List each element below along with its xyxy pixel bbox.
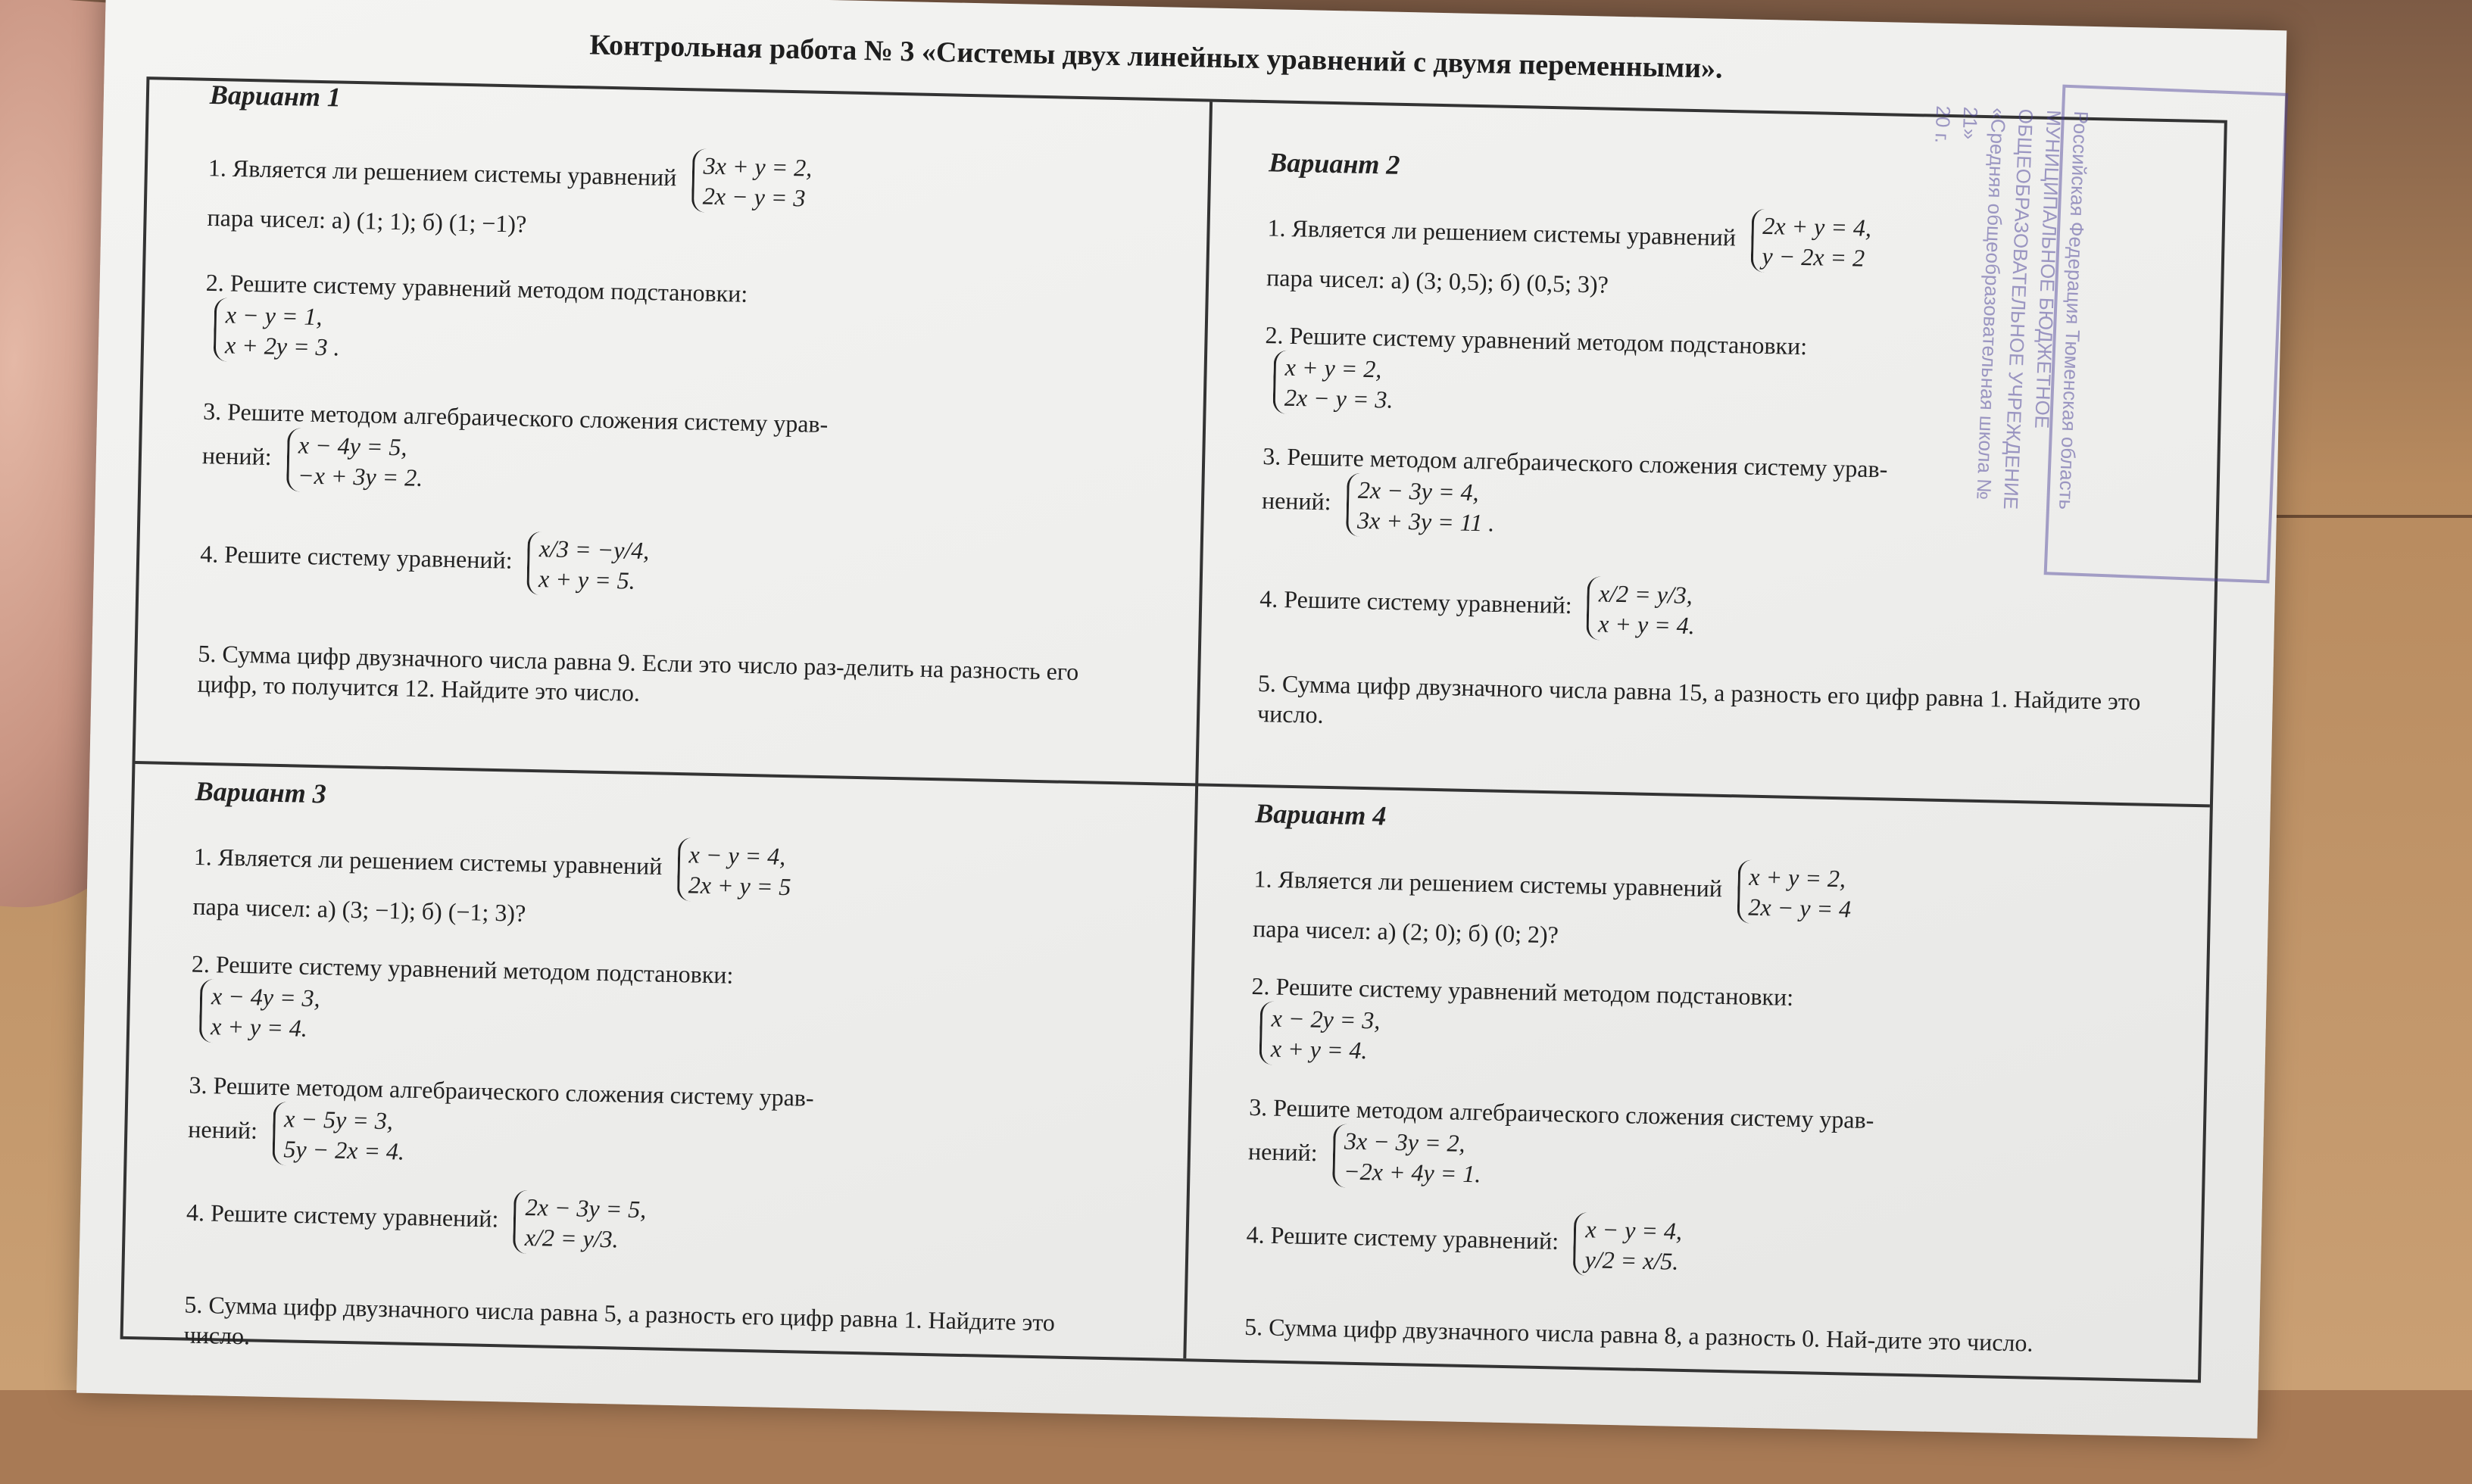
equation: x + y = 5.	[538, 565, 636, 594]
task-text: 1. Является ли решением системы уравнений	[208, 154, 677, 192]
task-5: 5. Сумма цифр двузначного числа равна 8, а разность 0. Най-дите это число.	[1244, 1312, 2033, 1357]
task-3	[201, 396, 1142, 510]
equation-system	[1332, 1124, 1482, 1190]
task-4	[1259, 569, 2199, 653]
equation: x/2 = y/3.	[524, 1223, 620, 1253]
task-2	[1250, 971, 2190, 1084]
task-text: 4. Решите систему уравнений:	[186, 1198, 499, 1233]
equation: y − 2x = 2	[1762, 242, 1865, 272]
equation: y/2 = x/5.	[1584, 1246, 1679, 1275]
task-2	[204, 267, 1145, 381]
task-3	[187, 1070, 1128, 1183]
equation-system	[1272, 350, 1394, 416]
variant-title: Вариант 4	[1255, 798, 1387, 831]
task-text: 4. Решите систему уравнений:	[1246, 1221, 1559, 1255]
task-text: 3. Решите методом алгебраического сложения систему урав-	[202, 397, 829, 438]
task-5: 5. Сумма цифр двузначного числа равна 15, а разность его цифр равна 1. Найдите это число.	[1256, 669, 2141, 728]
equation: x + y = 4.	[1270, 1034, 1368, 1065]
equation-system	[1259, 1001, 1380, 1067]
stamp-line: «Средняя общеобразовательная школа № 21»	[1959, 106, 2011, 500]
equation: x + y = 2,	[1748, 862, 1846, 893]
equation: x − 5y = 3,	[283, 1105, 394, 1135]
variant-3	[182, 775, 1172, 1461]
task-1	[207, 139, 1147, 252]
stamp-line: МУНИЦИПАЛЬНОЕ БЮДЖЕТНОЕ	[2030, 109, 2065, 429]
equation: 2x + y = 5	[688, 871, 791, 901]
equation: x/2 = y/3,	[1598, 579, 1693, 610]
equation: 3x + 3y = 11 .	[1356, 506, 1495, 537]
equation: x − 4y = 3,	[211, 982, 321, 1012]
equation-system	[527, 532, 650, 597]
variant-4	[1241, 797, 2232, 1483]
equation: 2x + y = 4,	[1762, 211, 1872, 242]
equation: 2x − y = 3	[702, 182, 806, 212]
number-pairs: пара чисел: а) (3; −1); б) (−1; 3)?	[192, 892, 526, 927]
task-2	[190, 949, 1131, 1062]
task-text: 2. Решите систему уравнений методом подстановки:	[1251, 971, 1794, 1011]
equation-system	[691, 148, 812, 214]
equation: x − 2y = 3,	[1271, 1004, 1381, 1034]
test-sheet	[76, 0, 2286, 1439]
equation-system	[513, 1190, 646, 1257]
equation-system	[1573, 1212, 1682, 1278]
grid-vertical-divider	[1183, 102, 1213, 1359]
task-text: 2. Решите систему уравнений методом подстановки:	[205, 268, 748, 307]
number-pairs: пара чисел: а) (3; 0,5); б) (0,5; 3)?	[1266, 263, 1609, 298]
equation-system	[199, 979, 320, 1045]
equation: 2x − 3y = 5,	[525, 1192, 647, 1224]
stamp-line: Российская Федерация Тюменская область	[2054, 110, 2093, 510]
task-1	[192, 828, 1133, 941]
equation-system	[1750, 209, 1871, 275]
sheet-title: Контрольная работа № 3 «Системы двух линейных уравнений с двумя переменными».	[589, 29, 1723, 85]
task-1	[1253, 850, 2193, 963]
variant-1	[196, 78, 1187, 765]
task-text: 3. Решите методом алгебраического сложения систему урав-	[1248, 1093, 1874, 1134]
equation-system	[1346, 472, 1496, 539]
task-5: 5. Сумма цифр двузначного числа равна 5, а разность его цифр равна 1. Найдите это число.	[183, 1290, 1056, 1350]
task-text: 2. Решите систему уравнений методом подстановки:	[191, 949, 734, 989]
equation: x + y = 4.	[210, 1012, 308, 1042]
equation: 2x − 3y = 4,	[1357, 475, 1479, 507]
task-text: 4. Решите систему уравнений:	[199, 540, 513, 574]
task-4	[199, 525, 1139, 608]
equation-system	[214, 298, 341, 363]
equation: x + y = 4.	[1597, 610, 1696, 640]
task-text-cont: нений:	[1261, 486, 1332, 516]
task-text: 1. Является ли решением системы уравнений	[193, 843, 663, 880]
equation: 3x + y = 2,	[703, 151, 813, 182]
task-text: 1. Является ли решением системы уравнений	[1267, 214, 1737, 251]
number-pairs: пара чисел: а) (2; 0); б) (0; 2)?	[1252, 914, 1559, 949]
equation-system	[286, 428, 424, 494]
equation: x + 2y = 3 .	[224, 331, 341, 361]
equation: x − y = 1,	[225, 301, 323, 331]
stamp-line: ОБЩЕОБРАЗОВАТЕЛЬНОЕ УЧРЕЖДЕНИЕ	[1999, 108, 2038, 510]
number-pairs: пара чисел: а) (1; 1); б) (1; −1)?	[207, 203, 527, 238]
variant-title: Вариант 3	[195, 775, 327, 809]
variant-title: Вариант 1	[209, 79, 342, 113]
task-text: 2. Решите систему уравнений методом подстановки:	[1265, 321, 1808, 360]
equation: 5y − 2x = 4.	[283, 1135, 405, 1165]
equation-system	[1587, 576, 1696, 642]
equation: 3x − 3y = 2,	[1344, 1127, 1465, 1157]
equation: x − y = 4,	[688, 840, 786, 871]
task-3	[1247, 1092, 2188, 1205]
equation-system	[1737, 859, 1852, 925]
equation: x − y = 4,	[1585, 1215, 1683, 1245]
equation: −2x + 4y = 1.	[1343, 1157, 1481, 1188]
variant-title: Вариант 2	[1269, 147, 1400, 180]
equation: x + y = 2,	[1284, 353, 1382, 383]
equation: x − 4y = 5,	[298, 431, 407, 461]
task-text-cont: нений:	[188, 1115, 258, 1144]
task-text: 3. Решите методом алгебраического сложения систему урав-	[189, 1071, 815, 1111]
stamp-line: 20 г.	[1930, 104, 1955, 144]
equation: 2x − y = 3.	[1284, 383, 1394, 413]
stamp-text	[1913, 105, 2095, 535]
school-stamp	[1930, 85, 2289, 584]
task-text-cont: нений:	[1247, 1137, 1319, 1167]
equation: −x + 3y = 2.	[297, 461, 423, 491]
task-5: 5. Сумма цифр двузначного числа равна 9. Если это число раз-делить на разность его цифр, то получится 12. Найдите это число.	[197, 639, 1079, 706]
equation: x/3 = −y/4,	[538, 535, 650, 565]
task-4	[1246, 1205, 2186, 1289]
equation-system	[676, 837, 791, 903]
task-text: 1. Является ли решением системы уравнений	[1253, 865, 1723, 903]
task-4	[186, 1183, 1125, 1267]
equation: 2x − y = 4	[1748, 893, 1852, 923]
task-text-cont: нений:	[201, 441, 272, 471]
equation-system	[272, 1102, 405, 1168]
task-text: 4. Решите систему уравнений:	[1259, 585, 1573, 619]
task-text: 3. Решите методом алгебраического сложения систему урав-	[1262, 442, 1888, 483]
